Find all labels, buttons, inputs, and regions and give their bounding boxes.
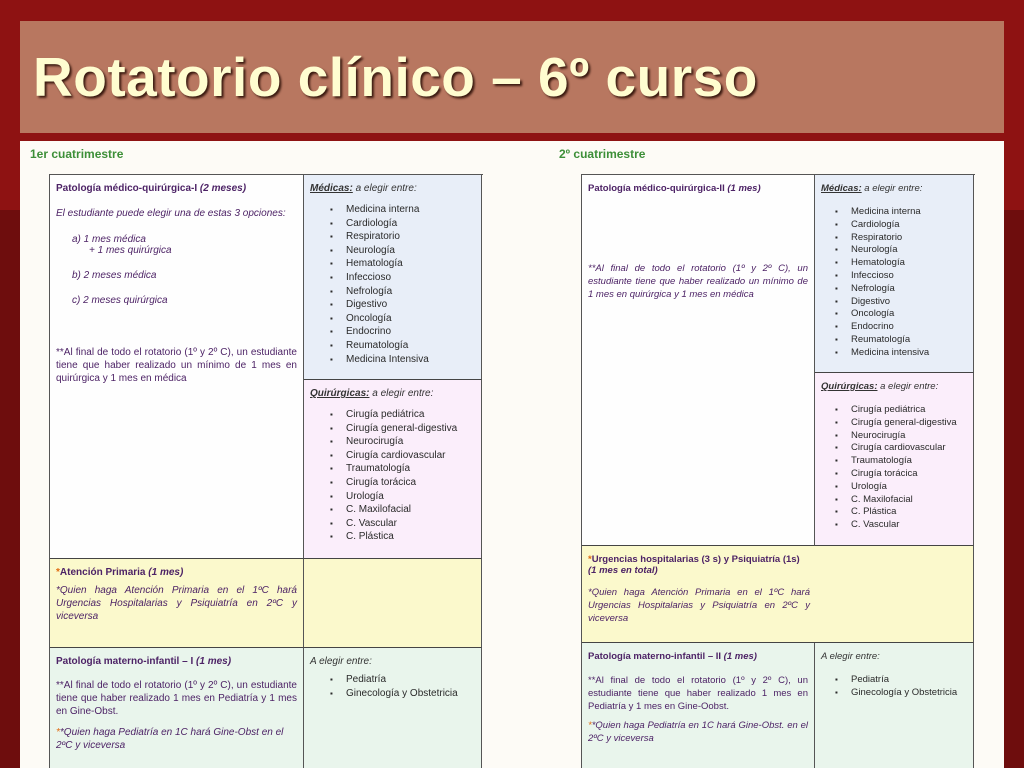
list-item: ▪ Cardiología <box>330 217 475 231</box>
semester-2-table <box>581 174 975 768</box>
list-item: ▪ Nefrología <box>835 283 967 296</box>
pmq-2-heading: Patología médico-quirúrgica-II (1 mes) <box>588 183 761 194</box>
list-item: ▪ Ginecología y Obstetricia <box>330 687 475 701</box>
list-item: ▪ Urología <box>835 481 967 494</box>
materno-1-note2: **Quien haga Pediatría en 1C hará Gine-Obst en el 2ºC y viceversa <box>56 727 284 751</box>
list-item: ▪ Cirugía general-digestiva <box>330 422 475 436</box>
list-item: ▪ Oncología <box>835 308 967 321</box>
list-item: ▪ Cirugía cardiovascular <box>330 449 475 463</box>
pmq-1-note: **Al final de todo el rotatorio (1º y 2º C), un estudiante tiene que haber realizado un mínimo de 1 mes en quirúrgica y 1 mes en médica <box>56 347 297 384</box>
medicas-2-title: Médicas: a elegir entre: <box>821 183 923 194</box>
list-item: ▪ Neurocirugía <box>835 430 967 443</box>
list-item: ▪ C. Maxilofacial <box>330 503 475 517</box>
list-item: ▪ Digestivo <box>330 298 475 312</box>
materno-1-elegir: A elegir entre: <box>310 656 372 667</box>
materno-2-options <box>815 643 974 768</box>
list-item: ▪ Endocrino <box>835 321 967 334</box>
list-item: ▪ C. Vascular <box>330 517 475 531</box>
slide-title: Rotatorio clínico – 6º curso <box>33 46 758 108</box>
medicas-2-list <box>821 206 967 360</box>
materno-1-note: **Al final de todo el rotatorio (1º y 2º C), un estudiante tiene que haber realizado 1 mes en Pediatría y 1 mes en Gine-Obst. <box>56 680 297 717</box>
quirurgicas-1-list <box>310 408 475 544</box>
atencion-primaria-note: *Quien haga Atención Primaria en el 1ºC hará Urgencias Hospitalarias y Psiquiatría en 2ºC y viceversa <box>56 585 297 622</box>
list-item: ▪ Cirugía cardiovascular <box>835 442 967 455</box>
pmq-2-cell <box>582 175 815 546</box>
list-item: ▪ Urología <box>330 490 475 504</box>
list-item: ▪ Medicina interna <box>835 206 967 219</box>
medicas-2-cell <box>815 175 974 373</box>
option-a-cont: + 1 mes quirúrgica <box>89 245 172 256</box>
list-item: ▪ Cirugía general-digestiva <box>835 417 967 430</box>
list-item: ▪ Medicina intensiva <box>835 347 967 360</box>
medicas-1-list <box>310 203 475 366</box>
list-item: ▪ Nefrología <box>330 285 475 299</box>
atencion-primaria-cell <box>50 559 304 648</box>
list-item: ▪ Endocrino <box>330 325 475 339</box>
medicas-1-cell <box>304 175 482 380</box>
pmq-1-cell <box>50 175 304 559</box>
list-item: ▪ C. Plástica <box>835 506 967 519</box>
pmq-2-note: **Al final de todo el rotatorio (1º y 2º C), un estudiante tiene que haber realizado un mínimo de 1 mes en quirúrgica y 1 mes en médica <box>588 263 808 300</box>
urgencias-note: *Quien haga Atención Primaria en el 1ºC hará Urgencias Hospitalarias y Psiquiatría en 2ºC y viceversa <box>588 587 810 624</box>
list-item: ▪ Pediatría <box>330 673 475 687</box>
option-c: c) 2 meses quirúrgica <box>72 295 168 306</box>
materno-2-cell <box>582 643 815 768</box>
materno-2-note: **Al final de todo el rotatorio (1º y 2º C), un estudiante tiene que haber realizado 1 mes en Pediatría y 1 mes en Gine-Oobst. <box>588 675 808 712</box>
list-item: ▪ Respiratorio <box>835 232 967 245</box>
list-item: ▪ Reumatología <box>835 334 967 347</box>
atencion-primaria-empty <box>304 559 482 648</box>
list-item: ▪ Neurocirugía <box>330 435 475 449</box>
materno-2-heading: Patología materno-infantil – II (1 mes) <box>588 651 757 662</box>
atencion-primaria-heading: *Atención Primaria (1 mes) <box>56 567 184 578</box>
materno-1-options <box>304 648 482 768</box>
quirurgicas-2-cell <box>815 373 974 546</box>
semester-1-table <box>49 174 483 768</box>
list-item: ▪ Cirugía torácica <box>835 468 967 481</box>
list-item: ▪ Infeccioso <box>835 270 967 283</box>
list-item: ▪ Cirugía pediátrica <box>835 404 967 417</box>
list-item: ▪ Traumatología <box>835 455 967 468</box>
materno-1-heading: Patología materno-infantil – I (1 mes) <box>56 656 232 667</box>
pmq-1-heading: Patología médico-quirúrgica-I (2 meses) <box>56 183 247 194</box>
urgencias-cell <box>582 546 974 643</box>
urgencias-heading: *Urgencias hospitalarias (3 s) y Psiquiatría (1s) <box>588 554 800 565</box>
list-item: ▪ Medicina Intensiva <box>330 353 475 367</box>
list-item: ▪ C. Plástica <box>330 530 475 544</box>
quirurgicas-1-cell <box>304 380 482 559</box>
quirurgicas-2-list <box>821 404 967 532</box>
materno-2-elegir: A elegir entre: <box>821 651 880 662</box>
list-item: ▪ Neurología <box>835 244 967 257</box>
materno-2-list <box>821 674 967 700</box>
option-b: b) 2 meses médica <box>72 270 157 281</box>
list-item: ▪ C. Maxilofacial <box>835 494 967 507</box>
list-item: ▪ Reumatología <box>330 339 475 353</box>
list-item: ▪ Digestivo <box>835 296 967 309</box>
semester-1-label: 1er cuatrimestre <box>30 147 124 161</box>
list-item: ▪ Traumatología <box>330 462 475 476</box>
list-item: ▪ Hematología <box>330 257 475 271</box>
list-item: ▪ Cirugía torácica <box>330 476 475 490</box>
list-item: ▪ Cardiología <box>835 219 967 232</box>
list-item: ▪ Neurología <box>330 244 475 258</box>
list-item: ▪ Respiratorio <box>330 230 475 244</box>
slide-content <box>20 141 1004 768</box>
materno-2-note2: **Quien haga Pediatría en 1C hará Gine-Obst. en el 2ºC y viceversa <box>588 720 808 744</box>
list-item: ▪ Medicina interna <box>330 203 475 217</box>
quirurgicas-1-title: Quirúrgicas: a elegir entre: <box>310 388 434 399</box>
materno-1-list <box>310 673 475 700</box>
medicas-1-title: Médicas: a elegir entre: <box>310 183 417 194</box>
list-item: ▪ C. Vascular <box>835 519 967 532</box>
list-item: ▪ Hematología <box>835 257 967 270</box>
list-item: ▪ Cirugía pediátrica <box>330 408 475 422</box>
list-item: ▪ Infeccioso <box>330 271 475 285</box>
list-item: ▪ Ginecología y Obstetricia <box>835 687 967 700</box>
option-a: a) 1 mes médica <box>72 234 146 245</box>
list-item: ▪ Pediatría <box>835 674 967 687</box>
title-bar <box>20 21 1004 133</box>
quirurgicas-2-title: Quirúrgicas: a elegir entre: <box>821 381 939 392</box>
urgencias-duration: (1 mes en total) <box>588 565 658 576</box>
materno-1-cell <box>50 648 304 768</box>
list-item: ▪ Oncología <box>330 312 475 326</box>
semester-2-label: 2º cuatrimestre <box>559 147 646 161</box>
pmq-1-intro: El estudiante puede elegir una de estas 3 opciones: <box>56 208 286 219</box>
